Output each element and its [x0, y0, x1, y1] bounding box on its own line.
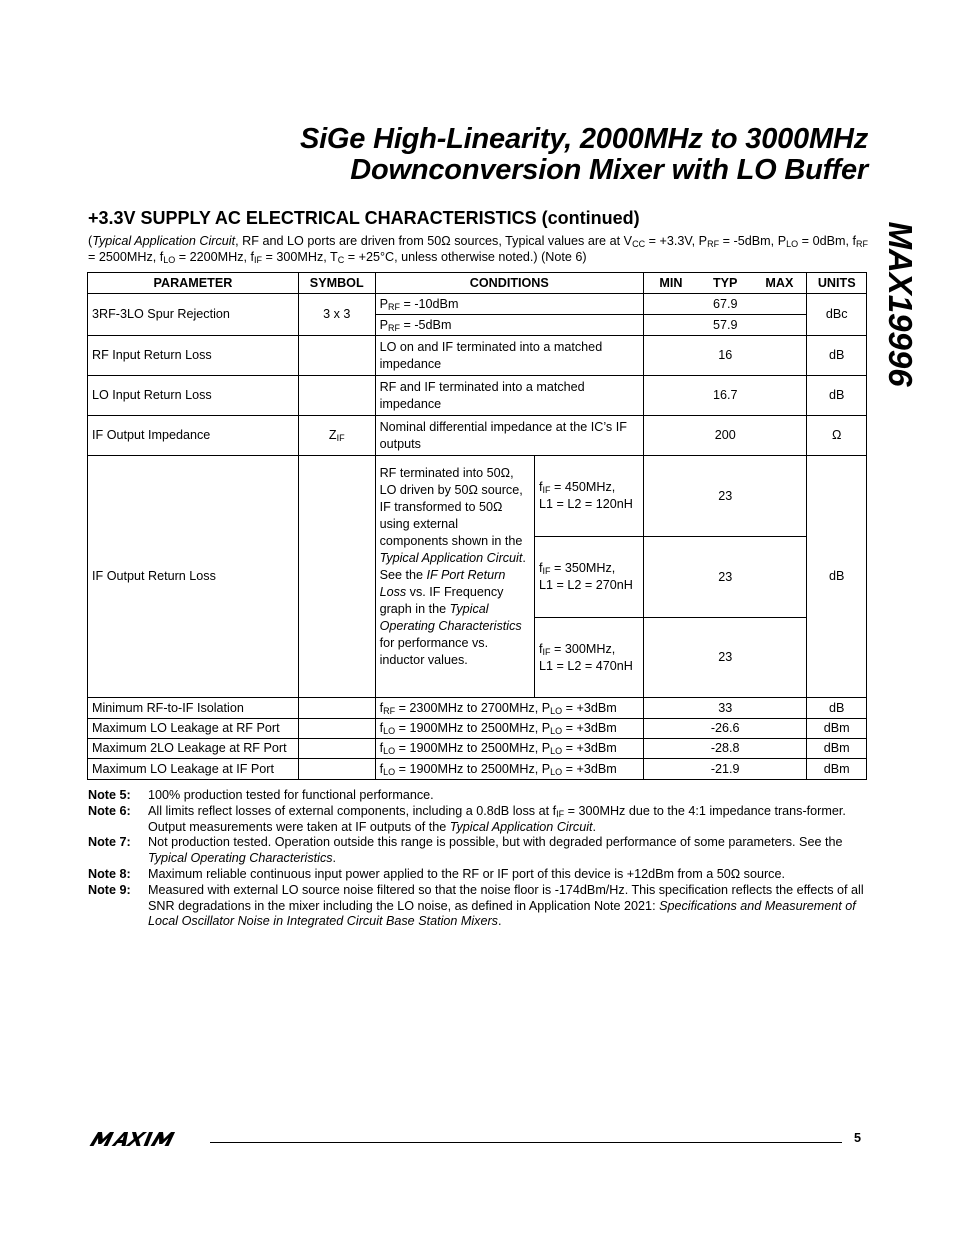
- cond-sub: IF: [542, 646, 551, 657]
- cell-typ: 16.7: [698, 376, 752, 416]
- cond-sub: C: [337, 254, 345, 265]
- cond-sub: RF: [387, 301, 400, 312]
- cond-text: , RF and LO ports are driven from 50Ω sources, Typical values are at V: [235, 234, 633, 248]
- cell-max: [752, 294, 806, 315]
- cell-parameter: Maximum 2LO Leakage at RF Port: [88, 739, 299, 759]
- note-text: [148, 835, 868, 867]
- cond-sub: LO: [550, 766, 563, 777]
- cell-units: dBm: [807, 759, 867, 780]
- cond-text: f: [379, 721, 384, 735]
- cell-min: [643, 537, 697, 618]
- desc-text: . See the: [379, 551, 526, 582]
- note-fragment: .: [592, 819, 596, 834]
- cell-max: [752, 739, 806, 759]
- cell-condition: Nominal differential impedance at the IC’s IF outputs: [375, 416, 643, 456]
- note-text: [148, 804, 868, 836]
- table-row: [88, 759, 867, 780]
- note-8: [88, 867, 868, 883]
- cell-units: Ω: [807, 416, 867, 456]
- cell-min: [643, 315, 697, 336]
- cell-parameter: RF Input Return Loss: [88, 336, 299, 376]
- cell-max: [752, 456, 806, 537]
- cell-condition: [375, 294, 643, 315]
- header-min: MIN: [643, 273, 697, 294]
- desc-italic: Typical Application Circuit: [379, 551, 523, 565]
- cell-parameter: Maximum LO Leakage at IF Port: [88, 759, 299, 780]
- cell-typ: 57.9: [698, 315, 752, 336]
- note-label: Note 8:: [88, 866, 131, 881]
- cell-min: [643, 376, 697, 416]
- table-header-row: [88, 273, 867, 294]
- cell-parameter: IF Output Return Loss: [88, 456, 299, 698]
- note-fragment: = 300MHz due to the 4:1 impedance trans-former. Output measurements were taken at IF outputs of the: [148, 803, 846, 834]
- header-conditions: CONDITIONS: [375, 273, 643, 294]
- cond-text: = 350MHz,: [550, 561, 616, 575]
- note-label: Note 6:: [88, 803, 131, 818]
- cell-condition: [375, 759, 643, 780]
- page-title: [108, 124, 868, 186]
- cell-parameter: IF Output Impedance: [88, 416, 299, 456]
- cond-sub: LO: [383, 746, 396, 756]
- note-italic: Typical Application Circuit: [449, 819, 593, 834]
- note-label: Note 5:: [88, 788, 131, 802]
- cond-sub: LO: [383, 726, 396, 736]
- note-italic: Specifications and Measurement of Local Oscillator Noise in Integrated Circuit Base Station Mixers: [148, 898, 856, 929]
- cell-min: [643, 698, 697, 719]
- cond-text: L1 = L2 = 120nH: [539, 497, 633, 511]
- cell-condition-frequency: [535, 618, 644, 698]
- cell-min: [643, 618, 697, 698]
- cell-condition: [375, 719, 643, 739]
- cond-sub: LO: [550, 705, 563, 716]
- cell-typ: -28.8: [698, 739, 752, 759]
- cell-units: dBm: [807, 739, 867, 759]
- cell-max: [752, 618, 806, 698]
- cond-sub: LO: [383, 766, 396, 777]
- cond-text: (: [88, 234, 93, 248]
- desc-italic: IF Port Return Loss: [379, 568, 506, 599]
- cond-text: f: [379, 761, 384, 776]
- cond-text: = +3.3V, P: [645, 234, 708, 248]
- cell-min: [643, 739, 697, 759]
- note-text: Maximum reliable continuous input power applied to the RF or IF port of this device is +12dBm from a 50Ω source.: [148, 866, 785, 881]
- cond-text: = -10dBm: [399, 296, 459, 311]
- cell-min: [643, 456, 697, 537]
- cell-typ: -21.9: [698, 759, 752, 780]
- cell-max: [752, 315, 806, 336]
- table-row: [88, 336, 867, 376]
- desc-text: RF terminated into 50Ω, LO driven by 50Ω source, IF transformed to 50Ω using external components shown in the: [379, 466, 523, 548]
- title-line-2: Downconversion Mixer with LO Buffer: [350, 154, 868, 186]
- cond-text: = +3dBm: [562, 741, 617, 755]
- cond-text: = -5dBm: [399, 317, 452, 332]
- cond-text: = 0dBm, f: [798, 234, 857, 248]
- cell-units: dB: [807, 376, 867, 416]
- cond-text: P: [379, 296, 388, 311]
- desc-text: for performance vs. inductor values.: [379, 636, 489, 667]
- test-conditions-note: [88, 234, 868, 265]
- note-label: Note 9:: [88, 882, 131, 897]
- cond-sub: IF: [254, 254, 263, 265]
- table-row: [88, 294, 867, 315]
- title-line-1: SiGe High-Linearity, 2000MHz to 3000MHz: [299, 123, 868, 155]
- cell-symbol: [298, 336, 375, 376]
- table-row: [88, 719, 867, 739]
- cell-parameter: LO Input Return Loss: [88, 376, 299, 416]
- table-row: [88, 376, 867, 416]
- note-italic: Typical Operating Characteristics: [148, 851, 333, 866]
- cell-typ: 23: [698, 537, 752, 618]
- cond-text: P: [379, 317, 388, 332]
- note-fragment: Not production tested. Operation outside this range is possible, but with degraded performance of some parameters. See the: [148, 835, 843, 850]
- cond-text: f: [539, 480, 543, 494]
- header-symbol: SYMBOL: [298, 273, 375, 294]
- cell-typ: 23: [698, 618, 752, 698]
- cond-text: f: [379, 741, 384, 755]
- note-fragment: All limits reflect losses of external components, including a 0.8dB loss at f: [148, 803, 557, 818]
- cond-text: f: [379, 700, 384, 715]
- cell-typ: 16: [698, 336, 752, 376]
- cell-symbol: 3 x 3: [298, 294, 375, 336]
- footer-rule: [210, 1142, 842, 1143]
- cond-text: = 300MHz,: [550, 641, 616, 656]
- cond-sub: LO: [786, 239, 799, 249]
- cond-text: f: [539, 561, 543, 575]
- note-6: [88, 804, 868, 836]
- cond-text: = 2500MHz, f: [88, 249, 164, 264]
- header-max: MAX: [752, 273, 806, 294]
- cond-italic: Typical Application Circuit: [92, 234, 236, 248]
- notes-section: [88, 788, 868, 930]
- cell-symbol: [298, 698, 375, 719]
- cell-typ: -26.6: [698, 719, 752, 739]
- note-fragment: Measured with external LO source noise filtered so that the noise floor is -174dBm/Hz. This specification reflects the effects of all SNR degradations in the mixer including the LO noise, as defined in Application Note 2021:: [148, 882, 864, 913]
- cell-units: dBm: [807, 719, 867, 739]
- cell-condition: RF and IF terminated into a matched impedance: [375, 376, 643, 416]
- cell-symbol: [298, 456, 375, 698]
- cell-max: [752, 759, 806, 780]
- header-parameter: PARAMETER: [88, 273, 299, 294]
- note-text: 100% production tested for functional performance.: [148, 788, 434, 802]
- cell-typ: 67.9: [698, 294, 752, 315]
- cell-symbol: [298, 376, 375, 416]
- cond-text: = 2200MHz, f: [175, 249, 255, 264]
- cell-max: [752, 376, 806, 416]
- table-row: [88, 739, 867, 759]
- cond-text: = 2300MHz to 2700MHz, P: [395, 700, 551, 715]
- cond-sub: LO: [163, 254, 176, 265]
- side-part-number: [872, 214, 928, 394]
- table-row: [88, 416, 867, 456]
- symbol-sub: IF: [336, 433, 345, 443]
- cell-condition: LO on and IF terminated into a matched impedance: [375, 336, 643, 376]
- cond-sub: IF: [542, 566, 551, 576]
- table-row: [88, 456, 867, 537]
- note-fragment: .: [497, 914, 502, 929]
- cell-parameter: 3RF-3LO Spur Rejection: [88, 294, 299, 336]
- table-row: [88, 698, 867, 719]
- cell-condition-description: [375, 456, 534, 698]
- note-text: [148, 883, 868, 930]
- cond-text: = 300MHz, T: [262, 249, 338, 264]
- note-fragment: .: [332, 851, 337, 866]
- cond-text: L1 = L2 = 470nH: [539, 658, 633, 673]
- cell-max: [752, 719, 806, 739]
- cond-text: = 1900MHz to 2500MHz, P: [395, 761, 551, 776]
- cell-parameter: Maximum LO Leakage at RF Port: [88, 719, 299, 739]
- cond-sub: IF: [542, 485, 551, 495]
- note-9: [88, 883, 868, 930]
- cell-min: [643, 759, 697, 780]
- header-units: UNITS: [807, 273, 867, 294]
- cell-parameter: Minimum RF-to-IF Isolation: [88, 698, 299, 719]
- symbol-text: Z: [328, 428, 337, 442]
- cond-text: = +25°C, unless otherwise noted.) (Note 6): [344, 249, 587, 264]
- cell-units: dB: [807, 336, 867, 376]
- section-heading: +3.3V SUPPLY AC ELECTRICAL CHARACTERISTICS (continued): [88, 208, 640, 228]
- cond-sub: CC: [632, 239, 646, 249]
- cell-max: [752, 698, 806, 719]
- cell-condition: [375, 739, 643, 759]
- cond-sub: LO: [550, 726, 563, 736]
- ac-characteristics-table: [87, 272, 867, 780]
- cond-text: = +3dBm: [562, 721, 617, 735]
- cond-text: f: [539, 641, 543, 656]
- note-label: Note 7:: [88, 835, 131, 850]
- note-sub: IF: [556, 808, 565, 819]
- cell-typ: 23: [698, 456, 752, 537]
- cell-symbol: [298, 719, 375, 739]
- cell-symbol: [298, 416, 375, 456]
- cell-typ: 33: [698, 698, 752, 719]
- desc-italic: Typical Operating Characteristics: [379, 602, 522, 633]
- cond-text: = 1900MHz to 2500MHz, P: [395, 721, 551, 735]
- cond-sub: RF: [707, 239, 720, 249]
- cell-min: [643, 719, 697, 739]
- cell-units: dB: [807, 456, 867, 698]
- page-number: 5: [854, 1131, 862, 1145]
- cell-min: [643, 294, 697, 315]
- maxim-logo: [88, 1126, 200, 1150]
- cond-sub: RF: [383, 705, 396, 716]
- cond-text: L1 = L2 = 270nH: [539, 578, 633, 592]
- part-number-label: MAX19996: [882, 221, 919, 387]
- desc-text: vs. IF Frequency graph in the: [379, 585, 504, 616]
- cond-text: = 450MHz,: [550, 480, 616, 494]
- cell-symbol: [298, 759, 375, 780]
- cell-condition: [375, 698, 643, 719]
- cond-text: = +3dBm: [562, 761, 617, 776]
- cell-symbol: [298, 739, 375, 759]
- cell-max: [752, 537, 806, 618]
- cond-text: = -5dBm, P: [719, 234, 787, 248]
- cond-sub: LO: [550, 746, 563, 756]
- cell-max: [752, 416, 806, 456]
- cell-units: dB: [807, 698, 867, 719]
- cell-min: [643, 336, 697, 376]
- cell-units: dBc: [807, 294, 867, 336]
- cell-condition: [375, 315, 643, 336]
- cond-sub: RF: [387, 322, 400, 333]
- cell-condition-frequency: [535, 456, 644, 537]
- cond-text: = +3dBm: [562, 700, 617, 715]
- note-7: [88, 835, 868, 867]
- note-5: [88, 788, 868, 804]
- cell-min: [643, 416, 697, 456]
- cell-typ: 200: [698, 416, 752, 456]
- header-typ: TYP: [698, 273, 752, 294]
- cell-condition-frequency: [535, 537, 644, 618]
- cond-text: = 1900MHz to 2500MHz, P: [395, 741, 551, 755]
- cell-max: [752, 336, 806, 376]
- cond-sub: RF: [856, 239, 869, 249]
